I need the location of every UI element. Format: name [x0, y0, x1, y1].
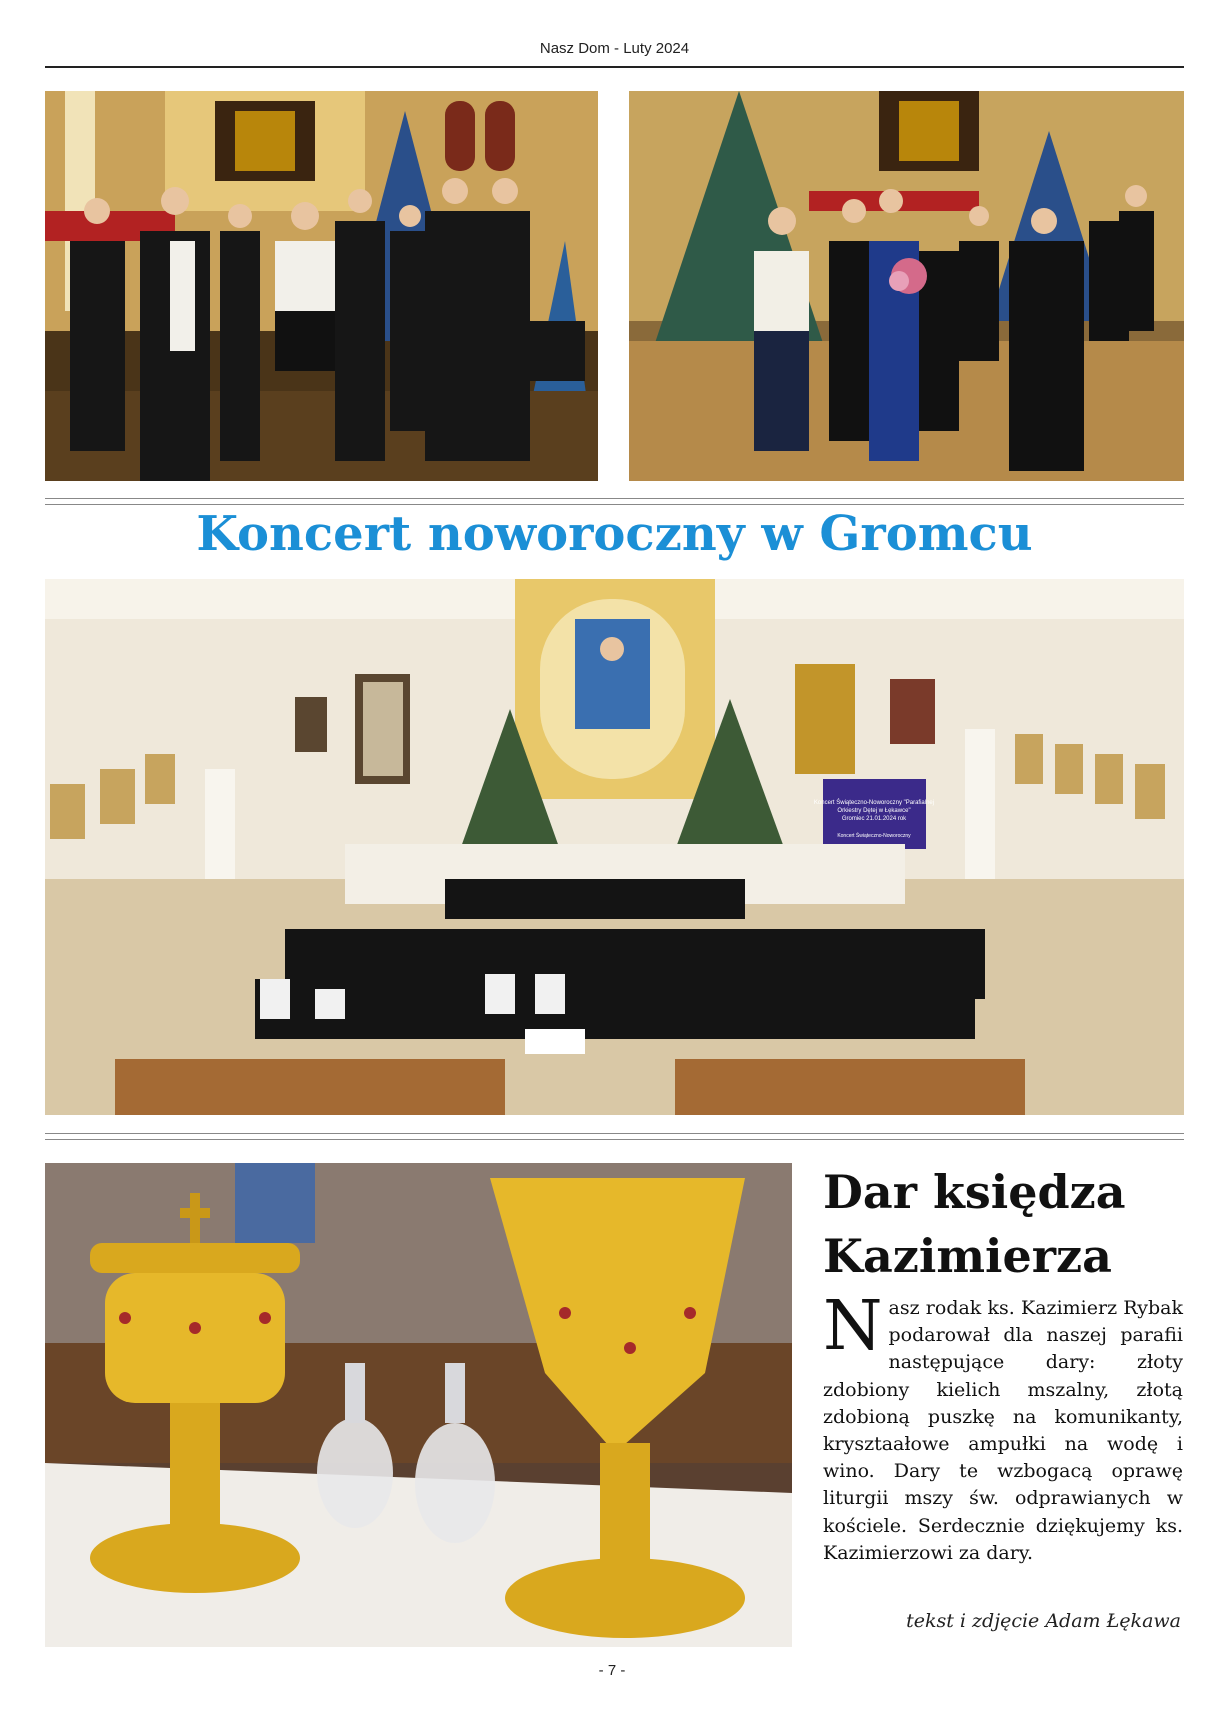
screen-line-3: Gromiec 21.01.2024 rok — [841, 816, 907, 822]
concert-headline: Koncert noworoczny w Gromcu — [196, 506, 1033, 562]
golden-chalice-photo — [45, 1163, 792, 1647]
screen-line-4: Koncert Świąteczno-Noworoczny — [837, 833, 911, 839]
screen-line-1: Koncert Świąteczno-Noworoczny "Parafialnej — [813, 800, 935, 806]
gift-headline: Dar księdza Kazimierza — [823, 1165, 1126, 1283]
choir-performance-photo — [45, 91, 598, 481]
header-rule — [45, 66, 1184, 68]
dropcap-letter: N — [823, 1287, 883, 1366]
flower-presentation-photo — [629, 91, 1184, 481]
page-number: - 7 - — [598, 1662, 626, 1679]
gift-article-body — [823, 1287, 1183, 1567]
photo-credit: tekst i zdjęcie Adam Łękawa — [906, 1610, 1181, 1632]
section-divider-2 — [45, 1133, 1184, 1140]
section-divider — [45, 498, 1184, 505]
screen-line-2: Orkiestry Dętej w Łękawce" — [837, 808, 911, 814]
running-header: Nasz Dom - Luty 2024 — [539, 40, 690, 57]
gift-article-text: asz rodak ks. Kazimierz Rybak podarował dla naszej parafii następujące dary: złoty zdobiony kielich mszalny, złotą zdobioną puszkę na komunikanty, krysztaałowe ampułki na wodę i wino. Dary te wzbogacą oprawę liturgii mszy św. odprawianych w kościele. Serdecznie dziękujemy ks. Kazimierzowi za dary. — [823, 1297, 1183, 1564]
orchestra-concert-photo — [45, 579, 1184, 1115]
